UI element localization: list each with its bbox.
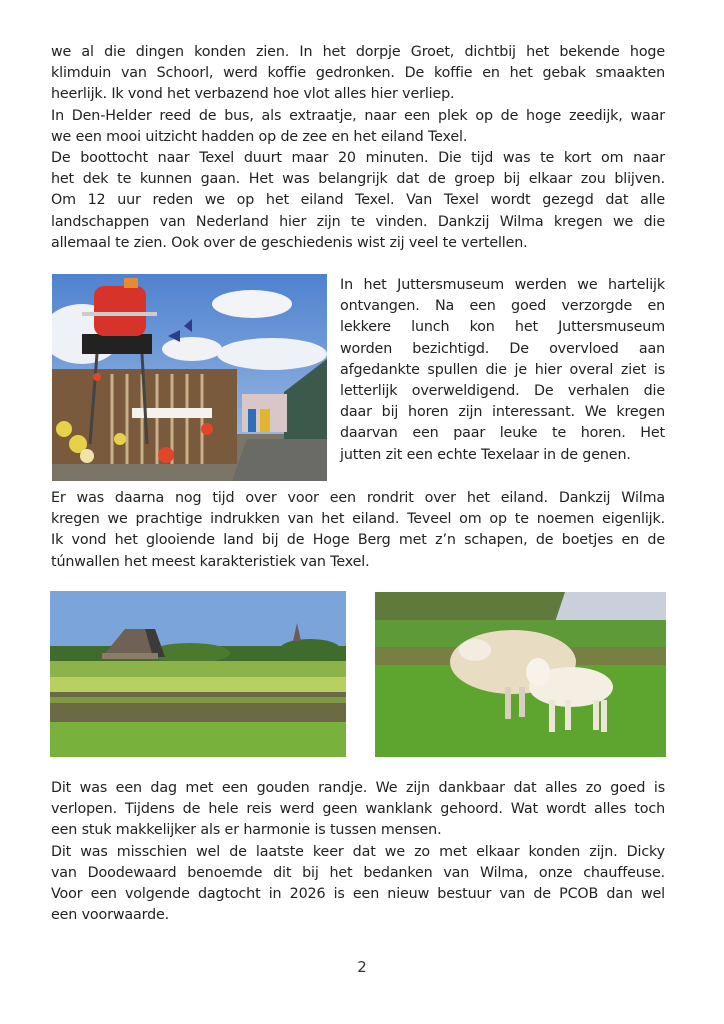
text-line: ontvangen. Na een goed verzorgde en bbox=[340, 298, 665, 315]
text-line: daar bij horen zijn interessant. We kregen bbox=[340, 404, 665, 421]
text-line: Voor een volgende dagtocht in 2026 is een nieuw bestuur van de PCOB dan wel bbox=[51, 886, 665, 903]
text-line: Dit was een dag met een gouden randje. We zijn dankbaar dat alles zo goed is bbox=[51, 780, 665, 796]
text-line: afgedankte spullen die je hier overal ziet is bbox=[340, 361, 665, 378]
text-line: we al die dingen konden zien. In het dorpje Groet, dichtbij het bekende hoge bbox=[51, 44, 665, 60]
paragraph-rondrit bbox=[51, 488, 665, 573]
paragraph-day-trip bbox=[51, 42, 665, 254]
text-line: In Den-Helder reed de bus, als extraatje, naar een plek op de hoge zeedijk, waar bbox=[51, 107, 665, 124]
text-line: Om 12 uur reden we op het eiland Texel. Van Texel wordt gezegd dat alle bbox=[51, 192, 665, 209]
paragraph-conclusion bbox=[51, 778, 665, 926]
text-line: Er was daarna nog tijd over voor een rondrit over het eiland. Dankzij Wilma bbox=[51, 490, 665, 506]
text-line: een stuk makkelijker als er harmonie is tussen mensen. bbox=[51, 822, 442, 839]
text-line: het dek te kunnen gaan. Het was belangrijk dat de groep bij elkaar zou blijven. bbox=[51, 171, 665, 188]
text-line: túnwallen het meest karakteristiek van Texel. bbox=[51, 553, 370, 570]
text-line: In het Juttersmuseum werden we hartelijk bbox=[340, 277, 665, 293]
text-line: allemaal te zien. Ook over de geschiedenis wist zij veel te vertellen. bbox=[51, 234, 528, 251]
text-line: lekkere lunch kon het Juttersmuseum bbox=[340, 319, 665, 336]
text-line: klimduin van Schoorl, werd koffie gedronken. De koffie en het gebak smaakten bbox=[51, 65, 665, 82]
landscape-image bbox=[50, 591, 346, 757]
text-line: kregen we prachtige indrukken van het eiland. Teveel om op te noemen eigenlijk. bbox=[51, 511, 665, 528]
text-line: van Doodewaard benoemde dit bij het bedanken van Wilma, onze chauffeuse. bbox=[51, 864, 665, 881]
text-line: Ik vond het glooiende land bij de Hoge Berg met z’n schapen, de boetjes en de bbox=[51, 532, 665, 549]
text-line: daarvan een paar leuke te horen. Het bbox=[340, 425, 665, 442]
text-line: letterlijk overweldigend. De verhalen die bbox=[340, 383, 665, 400]
paragraph-juttersmuseum bbox=[340, 275, 665, 466]
text-line: we een mooi uitzicht hadden op de zee en het eiland Texel. bbox=[51, 128, 468, 145]
sheep-image bbox=[375, 592, 666, 757]
photo-landscape bbox=[50, 591, 346, 757]
text-line: een voorwaarde. bbox=[51, 907, 170, 924]
text-line: jutten zit een echte Texelaar in de genen. bbox=[340, 446, 631, 463]
text-line: heerlijk. Ik vond het verbazend hoe vlot alles hier verliep. bbox=[51, 86, 455, 103]
text-line: De boottocht naar Texel duurt maar 20 minuten. Die tijd was te kort om naar bbox=[51, 150, 665, 167]
text-line: landschappen van Nederland hier zijn te vinden. Dankzij Wilma kregen we die bbox=[51, 213, 665, 230]
text-line: worden bezichtigd. De overvloed aan bbox=[340, 340, 665, 357]
juttersmuseum-image bbox=[52, 274, 327, 481]
page-number: 2 bbox=[357, 958, 367, 976]
text-line: Dit was misschien wel de laatste keer dat we zo met elkaar konden zijn. Dicky bbox=[51, 843, 665, 860]
photo-juttersmuseum bbox=[52, 274, 327, 481]
photo-sheep bbox=[375, 592, 666, 757]
text-line: verlopen. Tijdens de hele reis werd geen wanklank gehoord. Wat wordt alles toch bbox=[51, 801, 665, 818]
